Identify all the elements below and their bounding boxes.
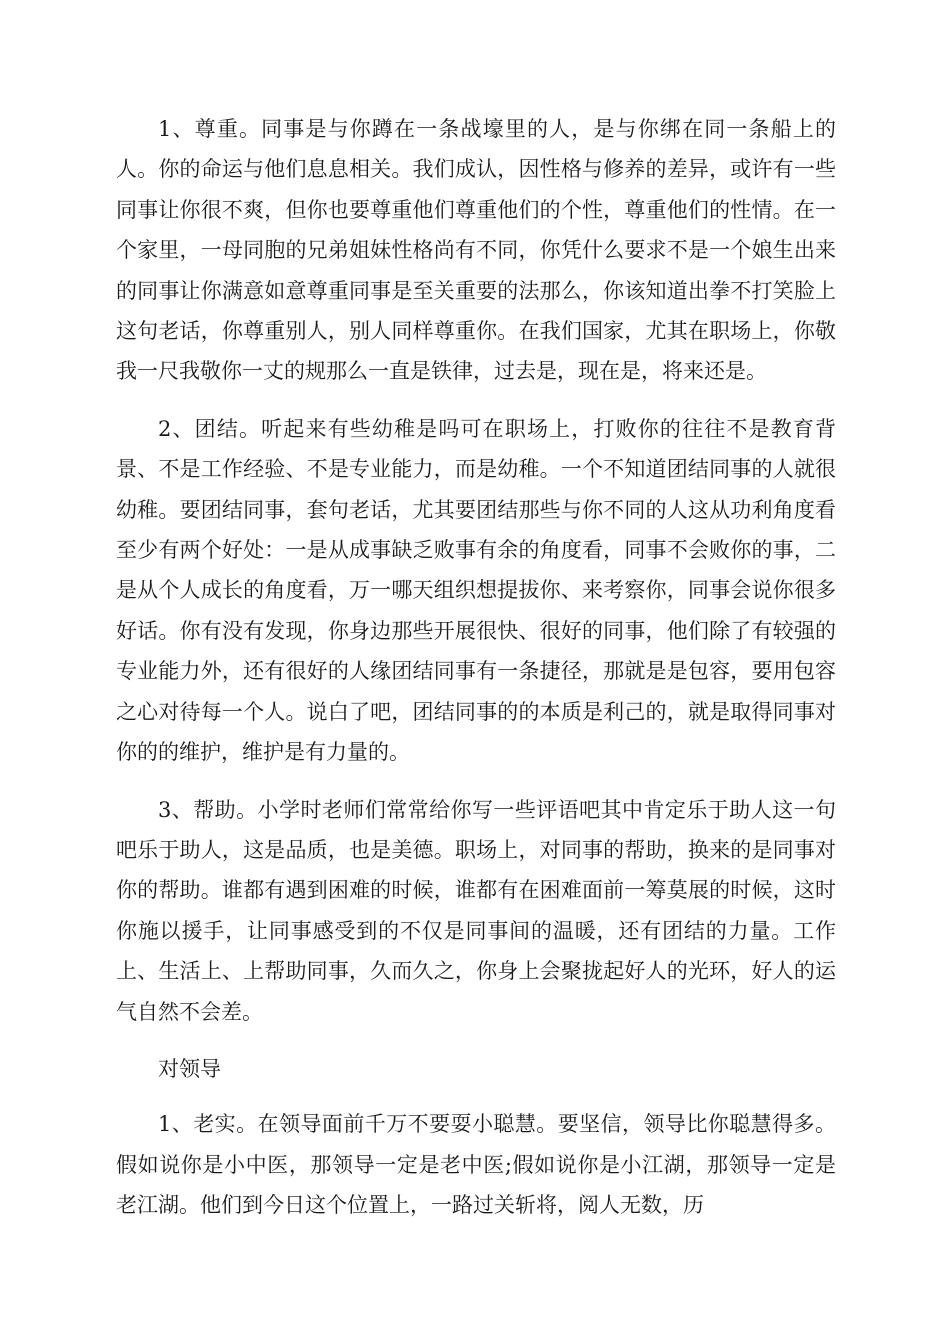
paragraph-help: 3、帮助。小学时老师们常常给你写一些评语吧其中肯定乐于助人这一句吧乐于助人，这是品质，也是美德。职场上，对同事的帮助，换来的是同事对你的帮助。谁都有遇到困难的时候，谁都有在困难面前一筹莫展的时候，这时你施以援手，让同事感受到的不仅是同事间的温暖，还有团结的力量。工作上、生活上、上帮助同事，久而久之，你身上会聚拢起好人的光环，好人的运气自然不会差。 (116, 797, 836, 1024)
document-body (116, 109, 836, 1243)
paragraph-unity: 2、团结。听起来有些幼稚是吗可在职场上，打败你的往往不是教育背景、不是工作经验、不是专业能力，而是幼稚。一个不知道团结同事的人就很幼稚。要团结同事，套句老话，尤其要团结那些与你不同的人这从功利角度看至少有两个好处：一是从成事缺乏败事有余的角度看，同事不会败你的事，二是从个人成长的角度看，万一哪天组织想提拔你、来考察你，同事会说你很多好话。你有没有发现，你身边那些开展很快、很好的同事，他们除了有较强的专业能力外，还有很好的人缘团结同事有一条捷径，那就是是包容，要用包容之心对待每一个人。说白了吧，团结同事的的本质是利己的，就是取得同事对你的的维护，维护是有力量的。 (116, 416, 836, 765)
paragraph-honesty: 1、老实。在领导面前千万不要耍小聪慧。要坚信，领导比你聪慧得多。假如说你是小中医，那领导一定是老中医;假如说你是小江湖，那领导一定是老江湖。他们到今日这个位置上，一路过关斩将，阅人无数，历 (116, 1112, 836, 1218)
section-heading-leaders: 对领导 (158, 1056, 221, 1081)
paragraph-respect: 1、尊重。同事是与你蹲在一条战壕里的人，是与你绑在同一条船上的人。你的命运与他们息息相关。我们成认，因性格与修养的差异，或许有一些同事让你很不爽，但你也要尊重他们尊重他们的个性，尊重他们的性情。在一个家里，一母同胞的兄弟姐妹性格尚有不同，你凭什么要求不是一个娘生出来的同事让你满意如意尊重同事是至关重要的法那么，你该知道出拳不打笑脸上这句老话，你尊重别人，别人同样尊重你。在我们国家，尤其在职场上，你敬我一尺我敬你一丈的规那么一直是铁律，过去是，现在是，将来还是。 (116, 117, 836, 384)
